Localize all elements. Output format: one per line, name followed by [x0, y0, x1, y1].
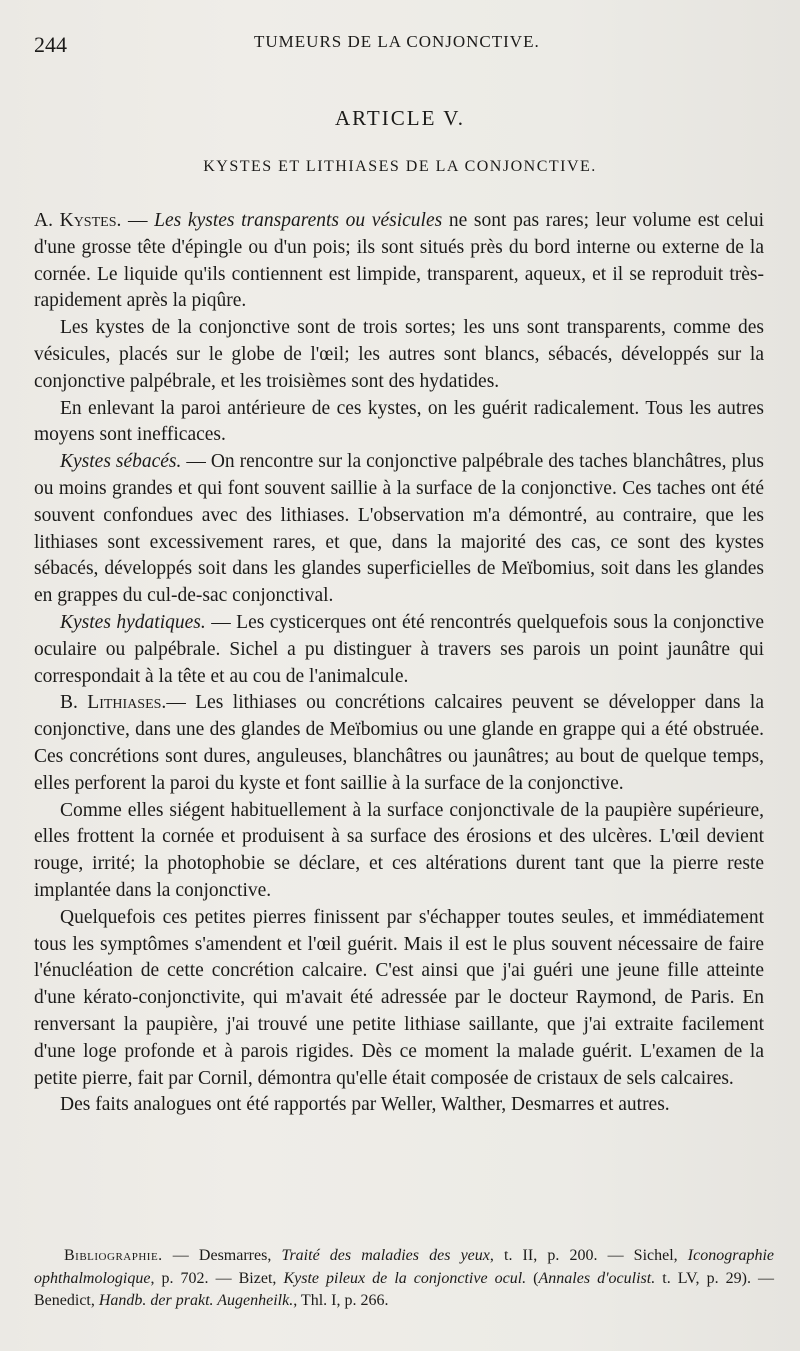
bibliography-label: Bibliographie. — [64, 1247, 163, 1264]
paragraph-text: — Les lithiases ou concrétions calcaires peuvent se développer dans la conjonctive, dans une des glandes de Meïbomius ou une glande en grappe qui a été obstruée. Ces concrétions sont dures, anguleuses, blanchâtres ou jaunâtres; au bout de quelque temps, elles perforent la paroi du kyste et font saillie à la surface de la conjonctive. — [34, 692, 764, 794]
paragraph-kystes — [34, 208, 764, 315]
bib-text: t. LV, p. 29). — Benedict, — [34, 1269, 774, 1309]
bibliography — [34, 1245, 774, 1313]
dash: — — [121, 210, 155, 231]
paragraph-text: ne sont pas rares; leur volume est celui d'une grosse tête d'épingle ou d'un pois; ils sont situés près du bord interne ou externe de la cornée. Le liquide qu'ils contiennent est limpide, transparent, aqueux, et il se reproduit très-rapidement après la piqûre. — [34, 210, 765, 312]
paragraph-lithiases — [34, 690, 764, 797]
article-title: ARTICLE V. — [335, 106, 465, 130]
subsection-heading: Kystes sébacés. — [60, 451, 182, 473]
bib-title: Annales d'oculist. — [538, 1269, 656, 1287]
bib-text: , Thl. I, p. 266. — [293, 1292, 389, 1309]
bib-title: Traité des maladies des yeux — [281, 1247, 490, 1264]
paragraph-traitement: En enlevant la paroi antérieure de ces kystes, on les guérit radicalement. Tous les autres moyens sont inefficaces. — [34, 397, 764, 446]
bib-title: Iconographie ophthalmologique — [34, 1247, 774, 1287]
bib-title: Kyste pileux de la conjonctive ocul. — [283, 1269, 527, 1287]
bib-title: Handb. der prakt. Augenheilk. — [98, 1292, 294, 1309]
paragraph-text: — On rencontre sur la conjonctive palpébrale des taches blanchâtres, plus ou moins grandes et qui font souvent saillie à la surface de la conjonctive. Ces taches ont été souvent confondues avec des lithiases. L'observation m'a démontré, au contraire, que les lithiases sont excessivement rares, et que, dans la majorité des cas, ce sont des kystes sébacés, développés soit dans les glandes superficielles de Meïbomius, soit dans les glandes en grappes du cul-de-sac conjonctival. — [34, 451, 764, 607]
bib-text: , p. 702. — Bizet, — [150, 1269, 284, 1287]
bib-text: ( — [526, 1269, 539, 1287]
page-number: 244 — [34, 32, 67, 57]
bibliography-entry — [34, 1245, 774, 1313]
subsection-heading: Kystes hydatiques. — [60, 611, 206, 633]
page-header — [34, 28, 760, 58]
paragraph-siege: Comme elles siégent habituellement à la surface conjonctivale de la paupière supérieure, elles frottent la cornée et produisent à sa surface des érosions et des ulcères. L'œil devient rouge, irrité; la photophobie se déclare, et ces altérations durent tant que la pierre reste implantée dans la conjonctive. — [34, 799, 764, 901]
section-lead-lithiases: B. Lithiases. — [60, 692, 167, 714]
paragraph-kystes-hydatiques — [34, 610, 764, 690]
paragraph-kystes-sebaces — [34, 449, 764, 610]
section-lead-kystes: A. Kystes. — [34, 210, 122, 231]
italic-term: Les kystes transparents ou vésicules — [154, 210, 443, 231]
section-title: KYSTES ET LITHIASES DE LA CONJONCTIVE. — [203, 158, 597, 175]
bib-text: , t. II, p. 200. — Sichel, — [489, 1247, 688, 1264]
body-text — [34, 208, 764, 1119]
bib-text: — Desmarres, — [162, 1247, 282, 1264]
running-head: TUMEURS DE LA CONJONCTIVE. — [254, 32, 540, 51]
paragraph-trois-sortes: Les kystes de la conjonctive sont de trois sortes; les uns sont transparents, comme des vésicules, placés sur le globe de l'œil; les autres sont blancs, sébacés, développés sur la conjonctive palpébrale, et les troisièmes sont des hydatides. — [34, 317, 764, 392]
paragraph-text: — Les cysticerques ont été rencontrés quelquefois sous la conjonctive oculaire ou palpébrale. Sichel a pu distinguer à travers ses parois un point jaunâtre qui correspondait à la tête et au cou de l'animalcule. — [34, 611, 764, 687]
paragraph-enucleation: Quelquefois ces petites pierres finissent par s'échapper toutes seules, et immédiatement tous les symptômes s'amendent et l'œil guérit. Mais il est le plus souvent nécessaire de faire l'énucléation de cette concrétion calcaire. C'est ainsi que j'ai guéri une jeune fille atteinte d'une kérato-conjonctivite, qui m'avait été adressée par le docteur Raymond, de Paris. En renversant la paupière, j'ai trouvé une petite lithiase saillante, que j'ai extraite facilement d'une loge profonde et à parois rigides. Dès ce moment la malade guérit. L'examen de la petite pierre, fait par Cornil, démontra qu'elle était composée de cristaux de sels calcaires. — [34, 906, 764, 1089]
paragraph-faits-analogues: Des faits analogues ont été rapportés par Weller, Walther, Desmarres et autres. — [60, 1094, 670, 1116]
